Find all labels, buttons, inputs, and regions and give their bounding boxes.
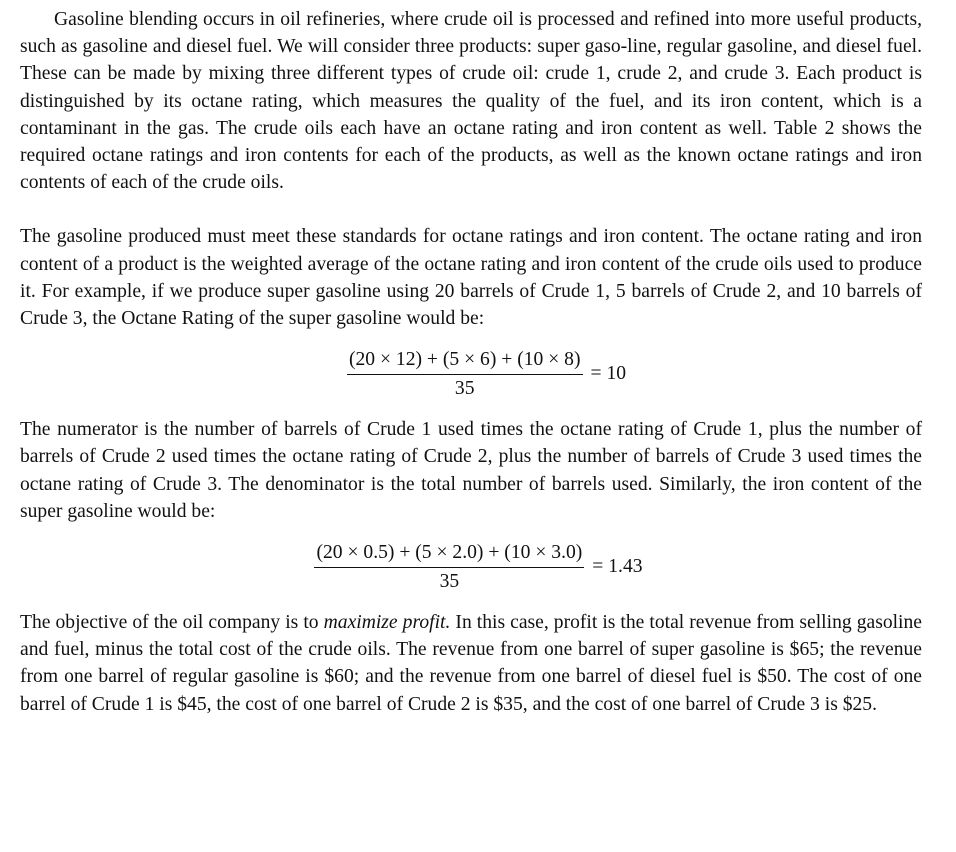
fraction-denominator: 35 [439, 570, 460, 592]
emphasis-maximize-profit: maximize profit. [323, 612, 451, 634]
paragraph-objective-lead: The objective of the oil company is to [20, 612, 324, 634]
paragraph-gap [20, 332, 922, 346]
fraction-numerator: (20 × 0.5) + (5 × 2.0) + (10 × 3.0) [314, 541, 584, 568]
fraction-denominator: 35 [454, 377, 475, 399]
paragraph-gap [20, 402, 922, 416]
fraction-numerator: (20 × 12) + (5 × 6) + (10 × 8) [347, 348, 583, 375]
paragraph-gap [20, 525, 922, 539]
paragraph-gap [20, 196, 922, 223]
paragraph-numerator-explanation: The numerator is the number of barrels of Crude 1 used times the octane rating of Crude 1, plus the number of barrels of Crude 2 used times the octane rating of Crude 2, plus the number of barrels of Crude 3 used times the octane rating of Crude 3. The denominator is the total number of barrels used. Similarly, the iron content of the super gasoline would be: [20, 419, 922, 522]
equation-result: = 1.43 [592, 556, 643, 578]
fraction [347, 348, 583, 401]
paragraph-weighted-average: The gasoline produced must meet these standards for octane ratings and iron content. The octane rating and iron content of a product is the weighted average of the octane rating and iron content of the crude oils used to produce it. For example, if we produce super gasoline using 20 barrels of Crude 1, 5 barrels of Crude 2, and 10 barrels of Crude 3, the Octane Rating of the super gasoline would be: [20, 226, 922, 330]
equation-result: = 10 [590, 363, 627, 385]
paragraph-objective-rest: In this case, profit is the total revenue from selling gasoline and fuel, minus the total cost of the crude oils. The revenue from one barrel of super gasoline is $65; the revenue from one barrel of regular gasoline is $60; and the revenue from one barrel of diesel fuel is $50. The cost of one barrel of Crude 1 is $45, the cost of one barrel of Crude 2 is $35, and the cost of one barrel of Crude 3 is $25. [20, 612, 922, 715]
paragraph-gap [20, 595, 922, 609]
fraction [314, 541, 584, 594]
paragraph-intro: Gasoline blending occurs in oil refineries, where crude oil is processed and refined into more useful products, such as gasoline and diesel fuel. We will consider three products: super gaso-line, regular gasoline, and diesel fuel. These can be made by mixing three different types of crude oil: crude 1, crude 2, and crude 3. Each product is distinguished by its octane rating, which measures the quality of the fuel, and its iron content, which is a contaminant in the gas. The crude oils each have an octane rating and iron content as well. Table 2 shows the required octane ratings and iron contents for each of the products, as well as the known octane ratings and iron contents of each of the crude oils. [20, 9, 922, 194]
equation-iron-content [35, 539, 922, 595]
paragraph-objective [20, 609, 922, 718]
equation-octane-rating [51, 346, 922, 402]
